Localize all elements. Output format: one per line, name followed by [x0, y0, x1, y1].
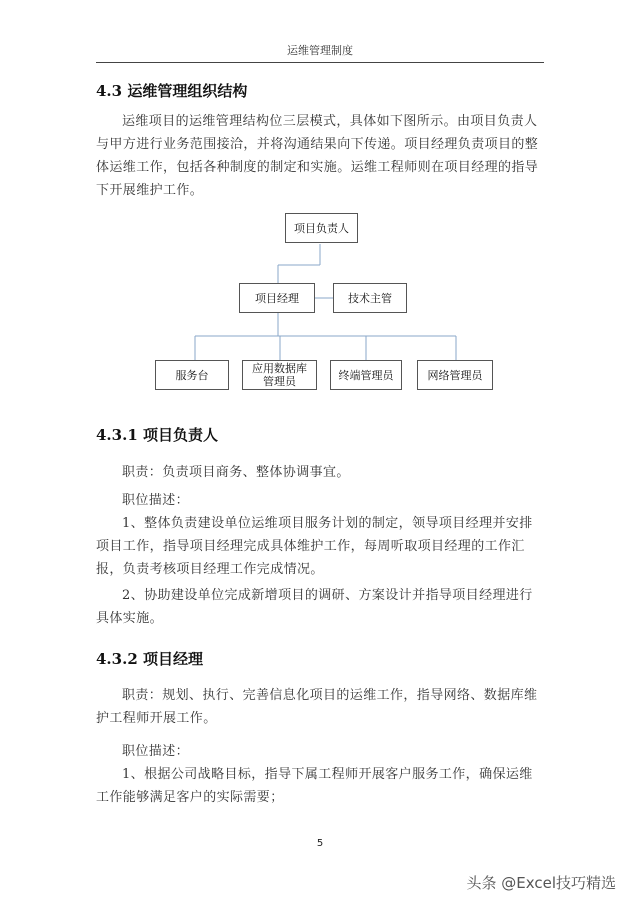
section-4-3-2-item-1: 1、根据公司战略目标，指导下属工程师开展客户服务工作，确保运维工作能够满足客户的实际需要；: [96, 767, 533, 805]
section-4-3-1-item-1: 1、整体负责建设单位运维项目服务计划的制定，领导项目经理并安排项目工作，指导项目经理完成具体维护工作，每周听取项目经理的工作汇报，负责考核项目经理工作完成情况。: [96, 516, 533, 577]
org-box-network-admin: 网络管理员: [417, 360, 493, 390]
page-number: 5: [316, 838, 324, 849]
org-box-project-lead: 项目负责人: [285, 213, 358, 243]
org-box-tech-supervisor: 技术主管: [333, 283, 407, 313]
section-heading-4-3-1: 4.3.1 项目负责人: [96, 426, 218, 444]
org-box-terminal-admin: 终端管理员: [330, 360, 402, 390]
org-box-app-db-admin: 应用数据库 管理员: [242, 360, 317, 390]
org-box-service-desk: 服务台: [155, 360, 229, 390]
section-4-3-2-duty: 职责：规划、执行、完善信息化项目的运维工作，指导网络、数据库维护工程师开展工作。: [96, 688, 538, 726]
section-4-3-2-desc-label: 职位描述：: [122, 744, 190, 759]
watermark-text: 头条 @Excel技巧精选: [466, 874, 616, 892]
section-4-3-1-item-2: 2、协助建设单位完成新增项目的调研、方案设计并指导项目经理进行具体实施。: [96, 588, 533, 626]
section-4-3-paragraph: 运维项目的运维管理结构位三层模式，具体如下图所示。由项目负责人与甲方进行业务范围接洽，并将沟通结果向下传递。项目经理负责项目的整体运维工作，包括各种制度的制定和实施。运维工程师则在项目经理的指导下开展维护工作。: [96, 114, 539, 198]
section-4-3-1-duty: 职责：负责项目商务、整体协调事宜。: [122, 465, 350, 480]
section-heading-4-3: 4.3 运维管理组织结构: [96, 82, 248, 100]
org-box-project-manager: 项目经理: [239, 283, 315, 313]
section-4-3-1-desc-label: 职位描述：: [122, 493, 190, 508]
header-divider: [96, 62, 544, 63]
page-header-title: 运维管理制度: [287, 44, 353, 57]
section-heading-4-3-2: 4.3.2 项目经理: [96, 650, 203, 668]
